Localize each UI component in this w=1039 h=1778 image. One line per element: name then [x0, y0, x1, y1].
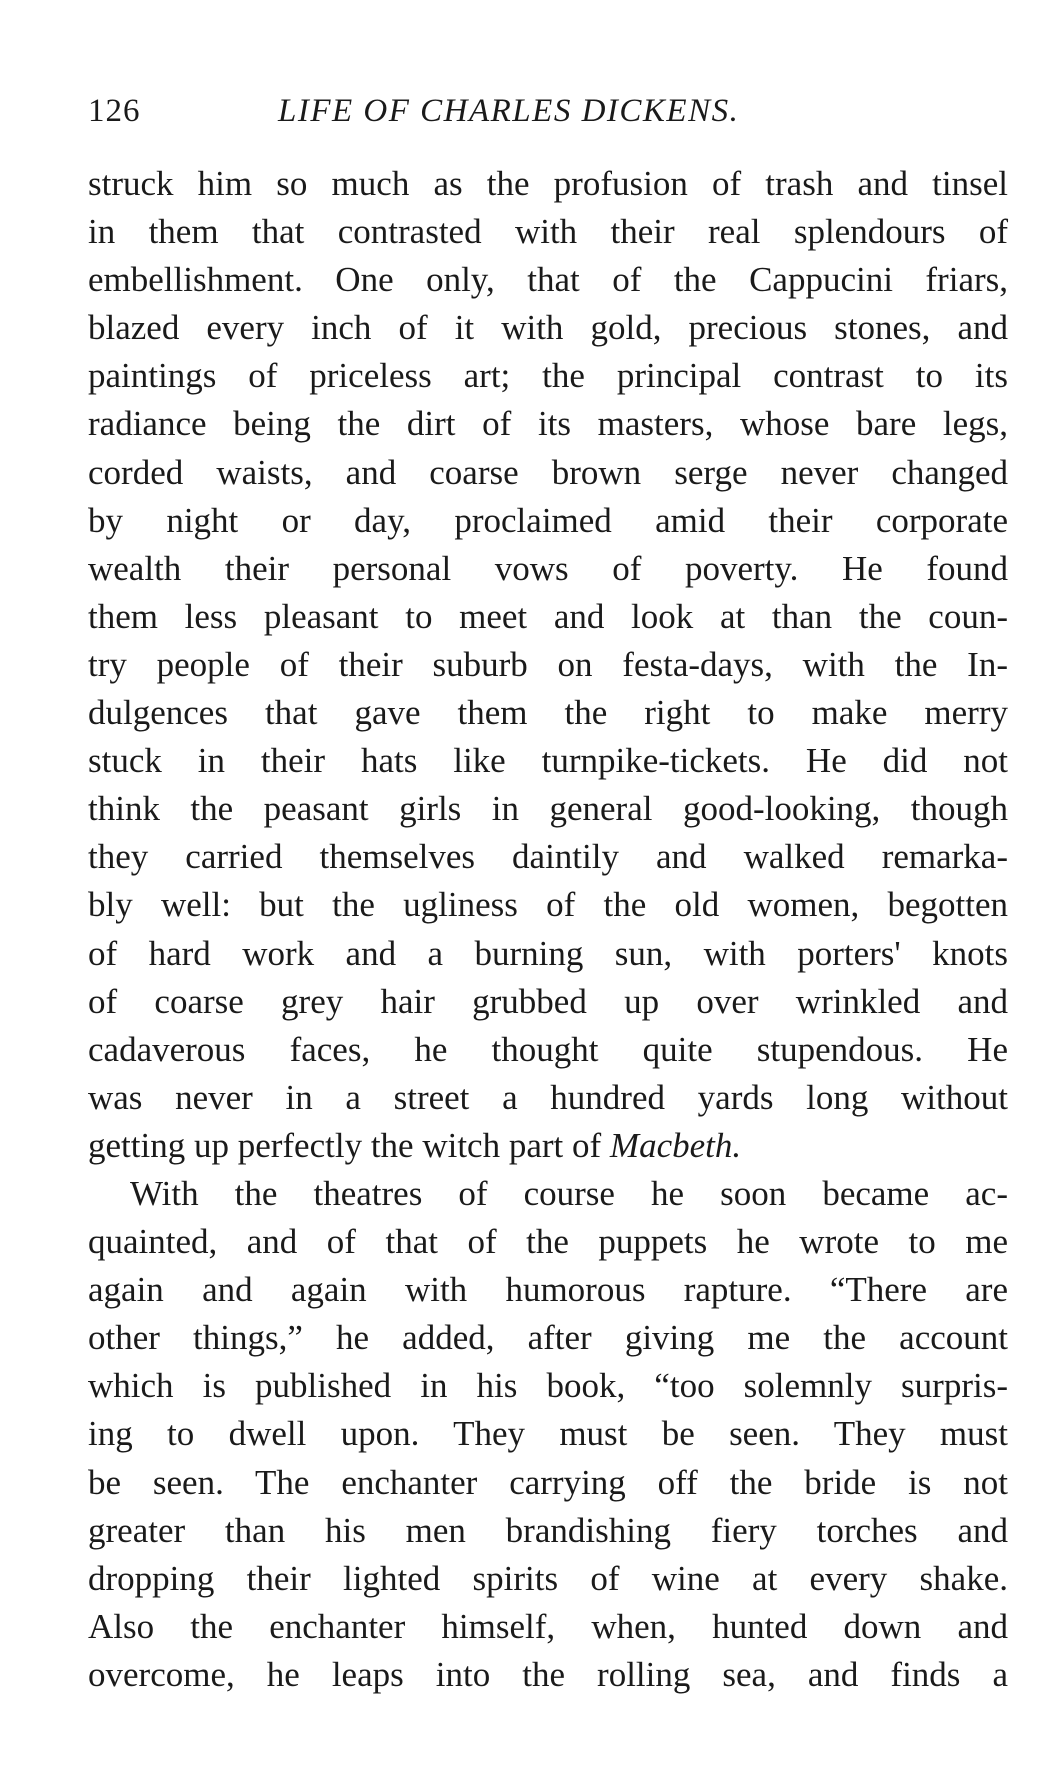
text-line: paintings of priceless art; the principal contrast to its: [88, 356, 1008, 396]
text-line: other things,” he added, after giving me the account: [88, 1318, 1008, 1358]
paragraph-2: [88, 1170, 1008, 1699]
text-line: quainted, and of that of the puppets he wrote to me: [88, 1222, 1008, 1262]
body-text: [88, 160, 1008, 1699]
text-line: embellishment. One only, that of the Cappucini friars,: [88, 260, 1008, 300]
text-line: them less pleasant to meet and look at than the coun-: [88, 596, 1008, 636]
text-line: try people of their suburb on festa-days, with the In-: [88, 644, 1008, 684]
text-line: stuck in their hats like turnpike-tickets. He did not: [88, 741, 1008, 781]
text-line: cadaverous faces, he thought quite stupendous. He: [88, 1029, 1008, 1069]
text-line: which is published in his book, “too solemnly surpris-: [88, 1366, 1008, 1406]
text-line: again and again with humorous rapture. “There are: [88, 1270, 1008, 1310]
text-line: in them that contrasted with their real splendours of: [88, 212, 1008, 252]
text-line: ing to dwell upon. They must be seen. They must: [88, 1414, 1008, 1454]
text-line: blazed every inch of it with gold, precious stones, and: [88, 308, 1008, 348]
text-line: bly well: but the ugliness of the old women, begotten: [88, 885, 1008, 925]
page-number: 126: [88, 93, 141, 129]
text-line: they carried themselves daintily and walked remarka-: [88, 837, 1008, 877]
running-head: [88, 88, 1008, 134]
text-line: of hard work and a burning sun, with porters' knots: [88, 933, 1008, 973]
text-line: was never in a street a hundred yards long without: [88, 1077, 1008, 1117]
text-line: dulgences that gave them the right to make merry: [88, 693, 1008, 733]
text-line: wealth their personal vows of poverty. He found: [88, 548, 1008, 588]
text-line: struck him so much as the profusion of trash and tinsel: [88, 164, 1008, 203]
text-line: by night or day, proclaimed amid their corporate: [88, 500, 1008, 540]
text-line: Also the enchanter himself, when, hunted down and: [88, 1606, 1008, 1646]
text-line: corded waists, and coarse brown serge never changed: [88, 452, 1008, 492]
text-line: [88, 1122, 1008, 1170]
text-line: overcome, he leaps into the rolling sea, and finds a: [88, 1654, 1008, 1694]
text-line: radiance being the dirt of its masters, whose bare legs,: [88, 404, 1008, 444]
running-title: LIFE OF CHARLES DICKENS.: [278, 93, 740, 129]
text-line-part: getting up perfectly the witch part of: [88, 1125, 610, 1165]
text-line: With the theatres of course he soon became ac-: [130, 1173, 1008, 1213]
text-line: be seen. The enchanter carrying off the bride is not: [88, 1462, 1008, 1502]
text-line: dropping their lighted spirits of wine at every shake.: [88, 1558, 1008, 1598]
text-line: greater than his men brandishing fiery torches and: [88, 1510, 1008, 1550]
macbeth-title: Macbeth.: [609, 1125, 742, 1165]
text-line: of coarse grey hair grubbed up over wrinkled and: [88, 981, 1008, 1021]
text-line: think the peasant girls in general good-looking, though: [88, 789, 1008, 829]
paragraph-1: [88, 160, 1008, 1170]
